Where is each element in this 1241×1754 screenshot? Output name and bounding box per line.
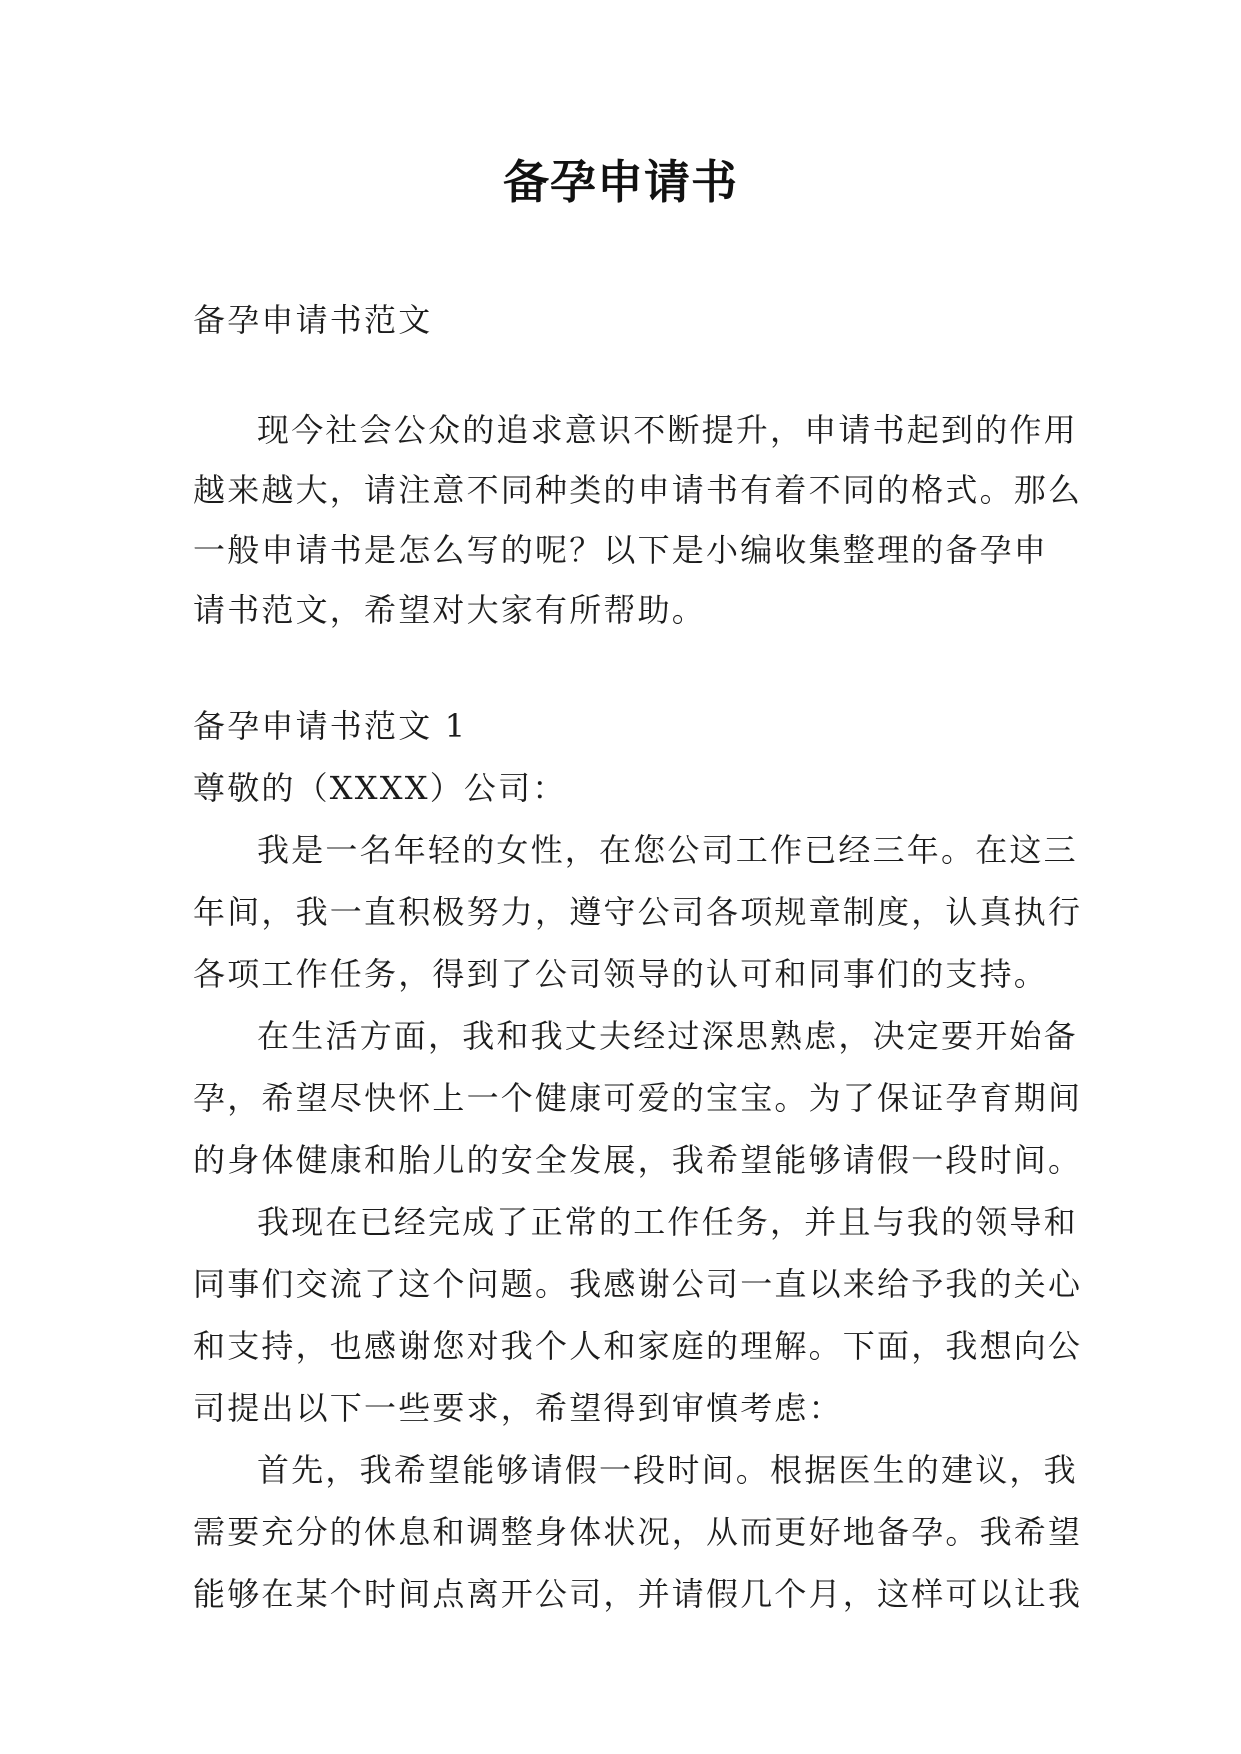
paragraph-line: 的身体健康和胎儿的安全发展，我希望能够请假一段时间。 (193, 1141, 1083, 1179)
paragraph-line: 年间，我一直积极努力，遵守公司各项规章制度，认真执行 (193, 893, 1083, 931)
intro-line: 越来越大，请注意不同种类的申请书有着不同的格式。那么 (193, 471, 1083, 509)
intro-line: 现今社会公众的追求意识不断提升，申请书起到的作用 (257, 411, 1078, 449)
intro-line: 一般申请书是怎么写的呢？以下是小编收集整理的备孕申 (193, 531, 1049, 569)
paragraph-line: 我现在已经完成了正常的工作任务，并且与我的领导和 (257, 1203, 1078, 1241)
document-title: 备孕申请书 (503, 155, 738, 209)
paragraph-line: 司提出以下一些要求，希望得到审慎考虑： (193, 1389, 843, 1427)
paragraph-line: 首先，我希望能够请假一段时间。根据医生的建议，我 (257, 1451, 1078, 1489)
paragraph-line: 同事们交流了这个问题。我感谢公司一直以来给予我的关心 (193, 1265, 1083, 1303)
paragraph-line: 需要充分的休息和调整身体状况，从而更好地备孕。我希望 (193, 1513, 1083, 1551)
letter-body (193, 695, 1083, 1625)
paragraph-line: 各项工作任务，得到了公司领导的认可和同事们的支持。 (193, 955, 1049, 993)
paragraph-line: 和支持，也感谢您对我个人和家庭的理解。下面，我想向公 (193, 1327, 1083, 1365)
salutation: 尊敬的（XXXX）公司： (193, 769, 567, 807)
sample-heading: 备孕申请书范文 1 (193, 707, 468, 745)
document-subtitle: 备孕申请书范文 (193, 301, 433, 339)
subtitle-block (193, 290, 1073, 350)
paragraph-line: 能够在某个时间点离开公司，并请假几个月，这样可以让我 (193, 1575, 1083, 1613)
intro-paragraph (193, 400, 1083, 640)
paragraph-line: 在生活方面，我和我丈夫经过深思熟虑，决定要开始备 (257, 1017, 1078, 1055)
paragraph-line: 孕，希望尽快怀上一个健康可爱的宝宝。为了保证孕育期间 (193, 1079, 1083, 1117)
paragraph-line: 我是一名年轻的女性，在您公司工作已经三年。在这三 (257, 831, 1078, 869)
intro-line: 请书范文，希望对大家有所帮助。 (193, 591, 707, 629)
